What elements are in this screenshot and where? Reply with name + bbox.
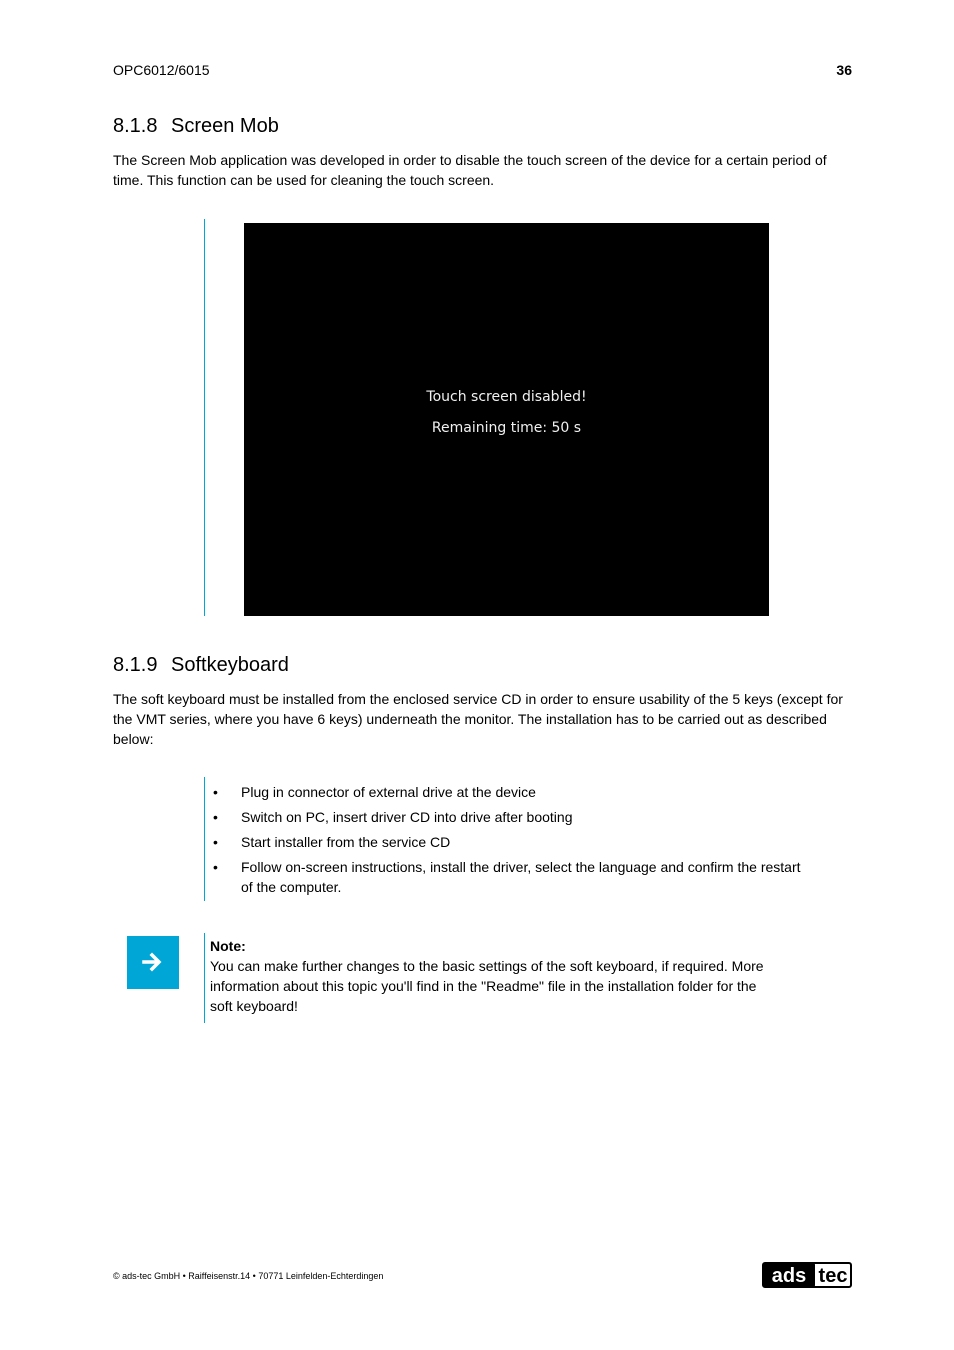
note-text: You can make further changes to the basic settings of the soft keyboard, if required. More information about this topic you'll find in the "Readme" file in the installation folder for the soft keyboard!	[210, 958, 764, 1014]
note-block	[210, 936, 770, 1016]
footer-text: © ads-tec GmbH • Raiffeisenstr.14 • 70771 Leinfelden-Echterdingen	[113, 1271, 384, 1281]
list-item: • Follow on-screen instructions, install the driver, select the language and confirm the restart of the computer.	[213, 857, 803, 897]
section-title: Screen Mob	[171, 115, 279, 137]
note-box	[127, 936, 179, 989]
logo-text-left: ads	[771, 1265, 807, 1287]
accent-bar	[204, 219, 205, 616]
screen-mob-paragraph: The Screen Mob application was developed in order to disable the touch screen of the device for a certain period of time. This function can be used for cleaning the touch screen.	[113, 152, 827, 188]
page-number: 36	[836, 62, 852, 78]
install-steps-list	[213, 782, 803, 902]
section-heading-screen-mob	[113, 115, 279, 138]
screenshot-remaining-time: Remaining time: 50 s	[431, 420, 582, 436]
logo-text-right: tec	[818, 1265, 848, 1287]
section-number: 8.1.9	[113, 654, 158, 676]
screen-mob-screenshot	[244, 223, 769, 616]
arrow-right-icon	[141, 950, 165, 974]
accent-bar	[204, 933, 205, 1023]
list-item: • Switch on PC, insert driver CD into drive after booting	[213, 807, 803, 827]
section-heading-softkeyboard	[113, 654, 289, 677]
accent-bar	[204, 777, 205, 901]
section-title: Softkeyboard	[171, 654, 289, 676]
doc-id: OPC6012/6015	[113, 62, 210, 78]
note-title: Note:	[210, 938, 246, 954]
list-item: • Plug in connector of external drive at the device	[213, 782, 803, 802]
list-item: • Start installer from the service CD	[213, 832, 803, 852]
ads-tec-logo	[762, 1262, 852, 1288]
softkeyboard-paragraph: The soft keyboard must be installed from the enclosed service CD in order to ensure usability of the 5 keys (except for the VMT series, where you have 6 keys) underneath the monitor. The installation has to be carried out as described below:	[113, 691, 843, 747]
section-number: 8.1.8	[113, 115, 158, 137]
screenshot-message: Touch screen disabled!	[426, 389, 587, 405]
